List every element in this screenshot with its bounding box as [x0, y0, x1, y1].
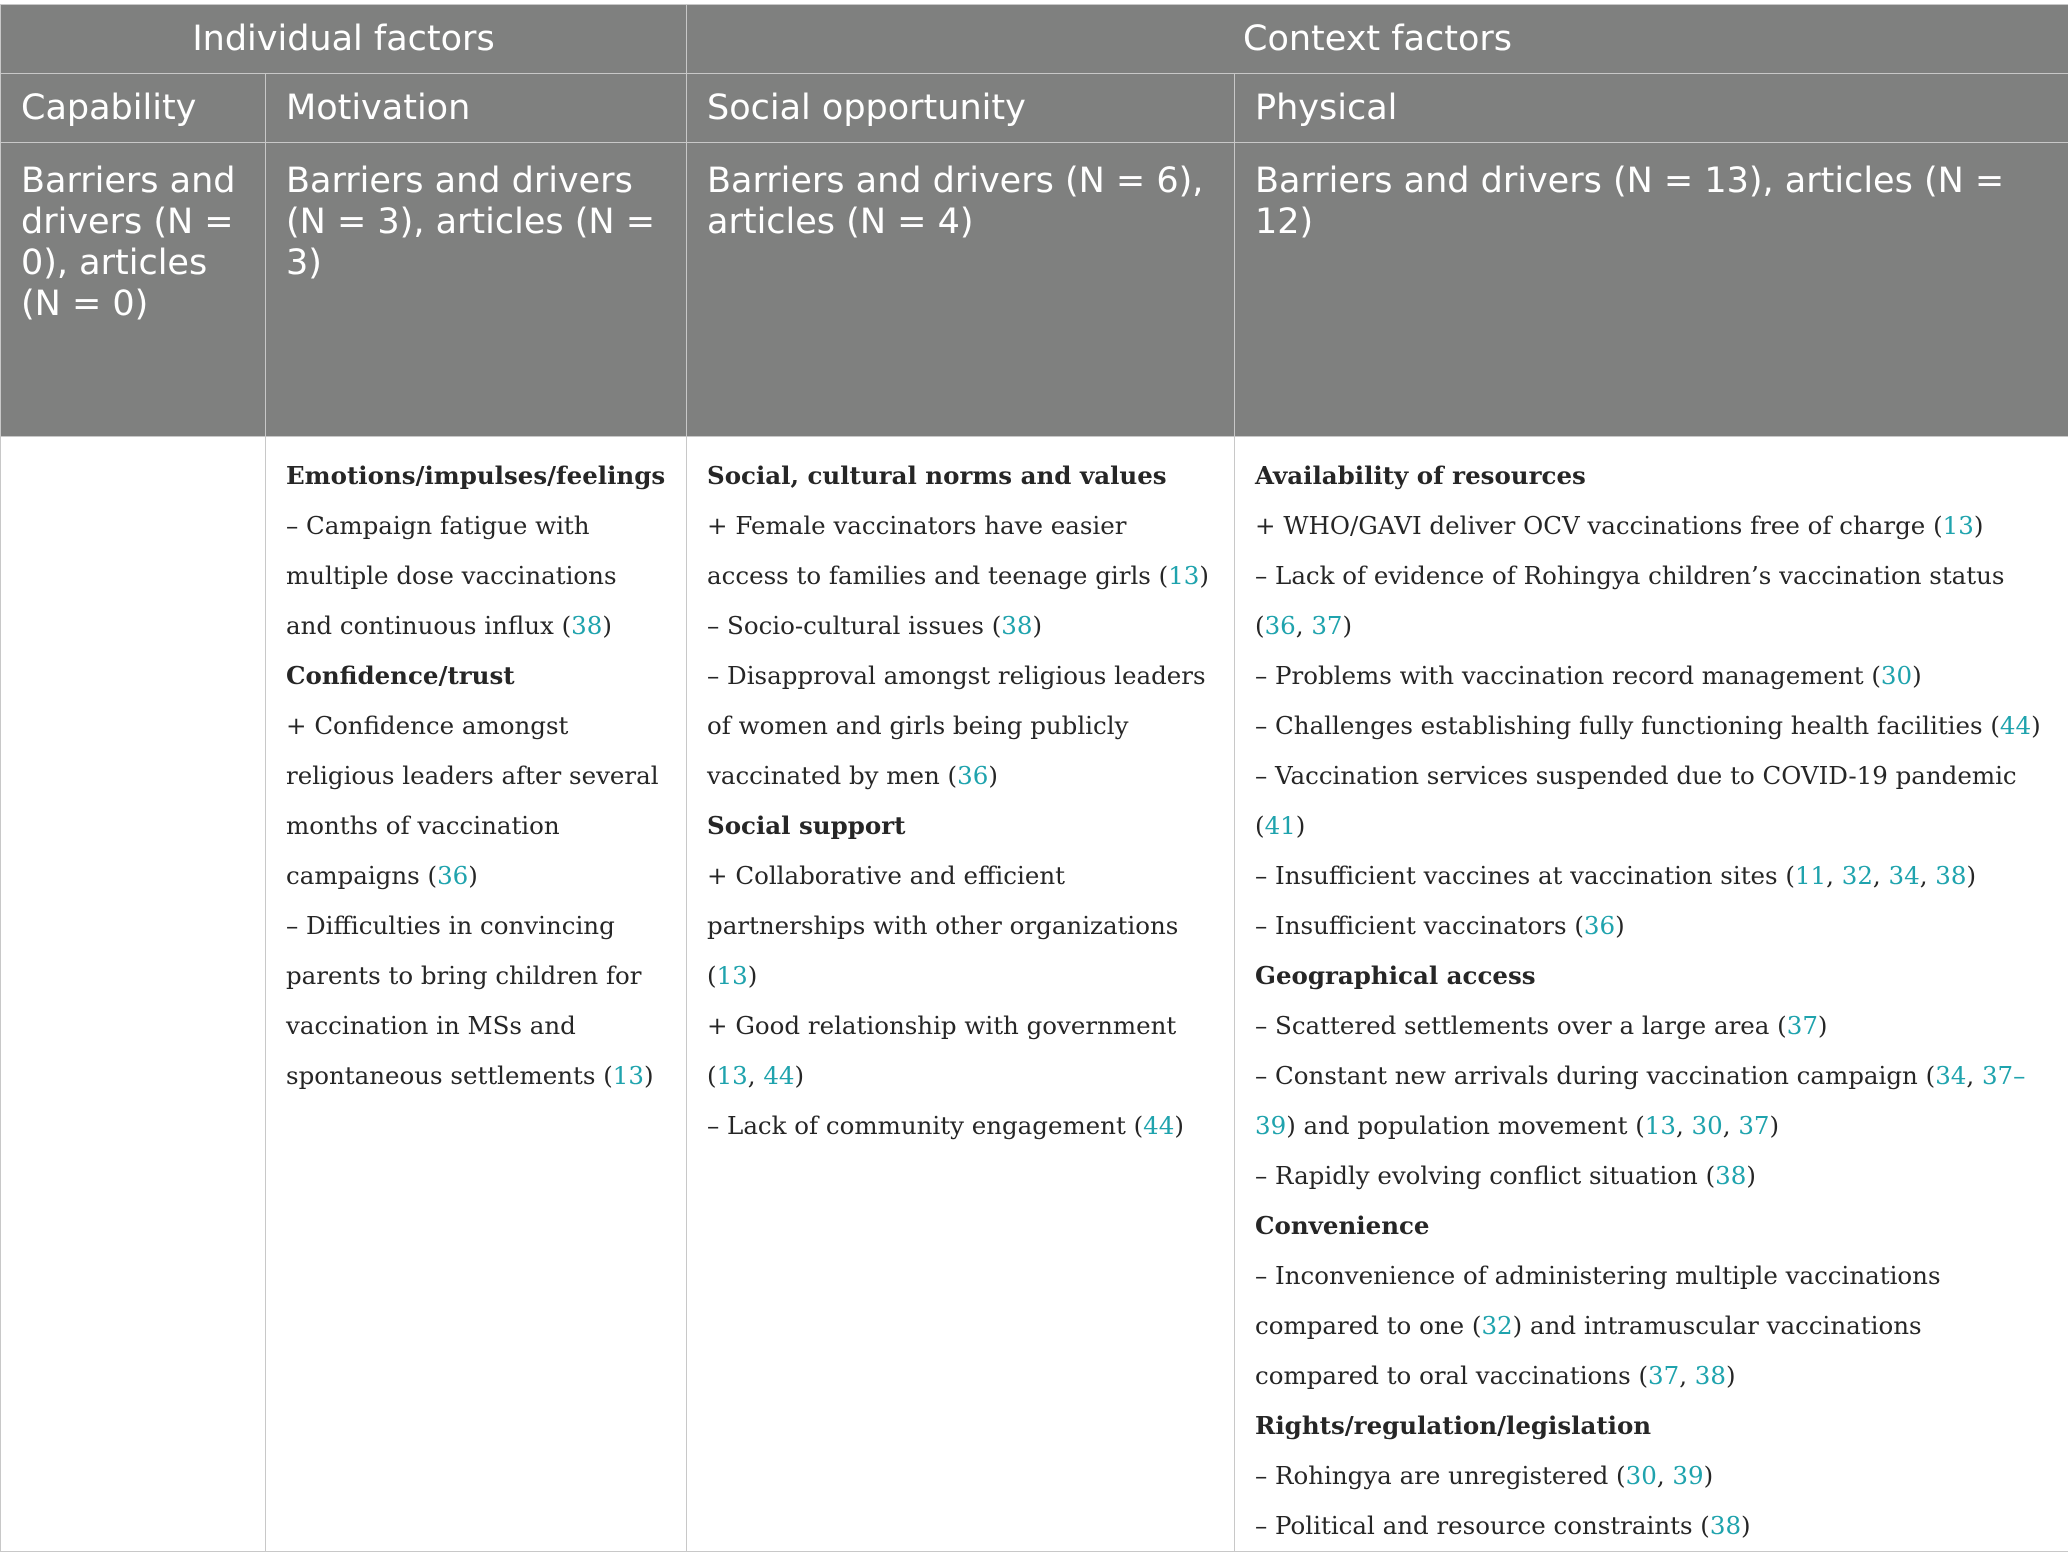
reference-link[interactable]: 13 — [717, 961, 748, 990]
list-item: – Socio-cultural issues (38) — [707, 601, 1214, 651]
list-item: – Campaign fatigue with multiple dose vaccinations and continuous influx (38) — [286, 501, 666, 651]
reference-link[interactable]: 36 — [1265, 611, 1296, 640]
motivation-cell — [266, 437, 687, 1552]
social-opportunity-cell — [687, 437, 1235, 1552]
list-item: – Challenges establishing fully functioning health facilities (44) — [1255, 701, 2048, 751]
reference-link[interactable]: 36 — [957, 761, 988, 790]
reference-link[interactable]: 32 — [1842, 861, 1873, 890]
reference-link[interactable]: 13 — [717, 1061, 748, 1090]
physical-header: Physical — [1235, 74, 2068, 143]
list-item: + Collaborative and efficient partnerships with other organizations (13) — [707, 851, 1214, 1001]
reference-link[interactable]: 37 — [1738, 1111, 1769, 1140]
reference-link[interactable]: 13 — [1168, 561, 1199, 590]
reference-link[interactable]: 30 — [1626, 1461, 1657, 1490]
context-factors-header: Context factors — [687, 5, 2068, 74]
reference-link[interactable]: 37 — [1787, 1011, 1818, 1040]
reference-link[interactable]: 38 — [1935, 861, 1966, 890]
category-heading: Social support — [707, 801, 1214, 851]
physical-counts: Barriers and drivers (N = 13), articles (N = 12) — [1235, 143, 2068, 437]
reference-link[interactable]: 34 — [1889, 861, 1920, 890]
list-item: – Scattered settlements over a large area (37) — [1255, 1001, 2048, 1051]
list-item: – Constant new arrivals during vaccination campaign (34, 37–39) and population movement (13, 30, 37) — [1255, 1051, 2048, 1151]
reference-link[interactable]: 44 — [1143, 1111, 1174, 1140]
motivation-counts: Barriers and drivers (N = 3), articles (N = 3) — [266, 143, 687, 437]
reference-link[interactable]: 13 — [1645, 1111, 1676, 1140]
physical-cell — [1235, 437, 2068, 1552]
reference-link[interactable]: 34 — [1935, 1061, 1966, 1090]
reference-link[interactable]: 44 — [763, 1061, 794, 1090]
header-row-counts — [1, 143, 2068, 437]
list-item: – Inconvenience of administering multiple vaccinations compared to one (32) and intramuscular vaccinations compared to oral vaccinations (37, 38) — [1255, 1251, 2048, 1401]
list-item: – Lack of evidence of Rohingya children’s vaccination status (36, 37) — [1255, 551, 2048, 651]
reference-link[interactable]: 37–39 — [1255, 1061, 2025, 1140]
category-heading: Geographical access — [1255, 951, 2048, 1001]
reference-link[interactable]: 30 — [1692, 1111, 1723, 1140]
social-counts: Barriers and drivers (N = 6), articles (N = 4) — [687, 143, 1235, 437]
reference-link[interactable]: 36 — [437, 861, 468, 890]
list-item: – Insufficient vaccines at vaccination sites (11, 32, 34, 38) — [1255, 851, 2048, 901]
content-row — [1, 437, 2068, 1552]
category-heading: Social, cultural norms and values — [707, 451, 1214, 501]
list-item: + Female vaccinators have easier access to families and teenage girls (13) — [707, 501, 1214, 601]
list-item: – Insufficient vaccinators (36) — [1255, 901, 2048, 951]
header-row-domains — [1, 74, 2068, 143]
reference-link[interactable]: 39 — [1672, 1461, 1703, 1490]
capability-header: Capability — [1, 74, 266, 143]
capability-counts: Barriers and drivers (N = 0), articles (N = 0) — [1, 143, 266, 437]
list-item: – Vaccination services suspended due to COVID-19 pandemic (41) — [1255, 751, 2048, 851]
reference-link[interactable]: 38 — [1001, 611, 1032, 640]
reference-link[interactable]: 13 — [613, 1061, 644, 1090]
reference-link[interactable]: 37 — [1311, 611, 1342, 640]
list-item: – Problems with vaccination record management (30) — [1255, 651, 2048, 701]
list-item: – Difficulties in convincing parents to bring children for vaccination in MSs and spontaneous settlements (13) — [286, 901, 666, 1101]
reference-link[interactable]: 11 — [1795, 861, 1826, 890]
list-item: – Disapproval amongst religious leaders of women and girls being publicly vaccinated by men (36) — [707, 651, 1214, 801]
reference-link[interactable]: 41 — [1265, 811, 1296, 840]
individual-factors-header: Individual factors — [1, 5, 687, 74]
reference-link[interactable]: 44 — [2000, 711, 2031, 740]
list-item: + WHO/GAVI deliver OCV vaccinations free of charge (13) — [1255, 501, 2048, 551]
capability-cell — [1, 437, 266, 1552]
reference-link[interactable]: 38 — [571, 611, 602, 640]
category-heading: Rights/regulation/legislation — [1255, 1401, 2048, 1451]
reference-link[interactable]: 37 — [1648, 1361, 1679, 1390]
category-heading: Convenience — [1255, 1201, 2048, 1251]
reference-link[interactable]: 30 — [1881, 661, 1912, 690]
list-item: – Political and resource constraints (38) — [1255, 1501, 2048, 1551]
category-heading: Confidence/trust — [286, 651, 666, 701]
reference-link[interactable]: 38 — [1715, 1161, 1746, 1190]
barriers-drivers-table — [0, 4, 2068, 1552]
list-item: – Lack of community engagement (44) — [707, 1101, 1214, 1151]
social-opportunity-header: Social opportunity — [687, 74, 1235, 143]
header-row-factors — [1, 5, 2068, 74]
reference-link[interactable]: 32 — [1481, 1311, 1512, 1340]
motivation-header: Motivation — [266, 74, 687, 143]
list-item: – Rohingya are unregistered (30, 39) — [1255, 1451, 2048, 1501]
category-heading: Availability of resources — [1255, 451, 2048, 501]
category-heading: Emotions/impulses/feelings — [286, 451, 666, 501]
reference-link[interactable]: 38 — [1710, 1511, 1741, 1540]
list-item: – Rapidly evolving conflict situation (38) — [1255, 1151, 2048, 1201]
list-item: + Confidence amongst religious leaders after several months of vaccination campaigns (36) — [286, 701, 666, 901]
reference-link[interactable]: 36 — [1584, 911, 1615, 940]
list-item: + Good relationship with government (13, 44) — [707, 1001, 1214, 1101]
reference-link[interactable]: 13 — [1943, 511, 1974, 540]
reference-link[interactable]: 38 — [1695, 1361, 1726, 1390]
